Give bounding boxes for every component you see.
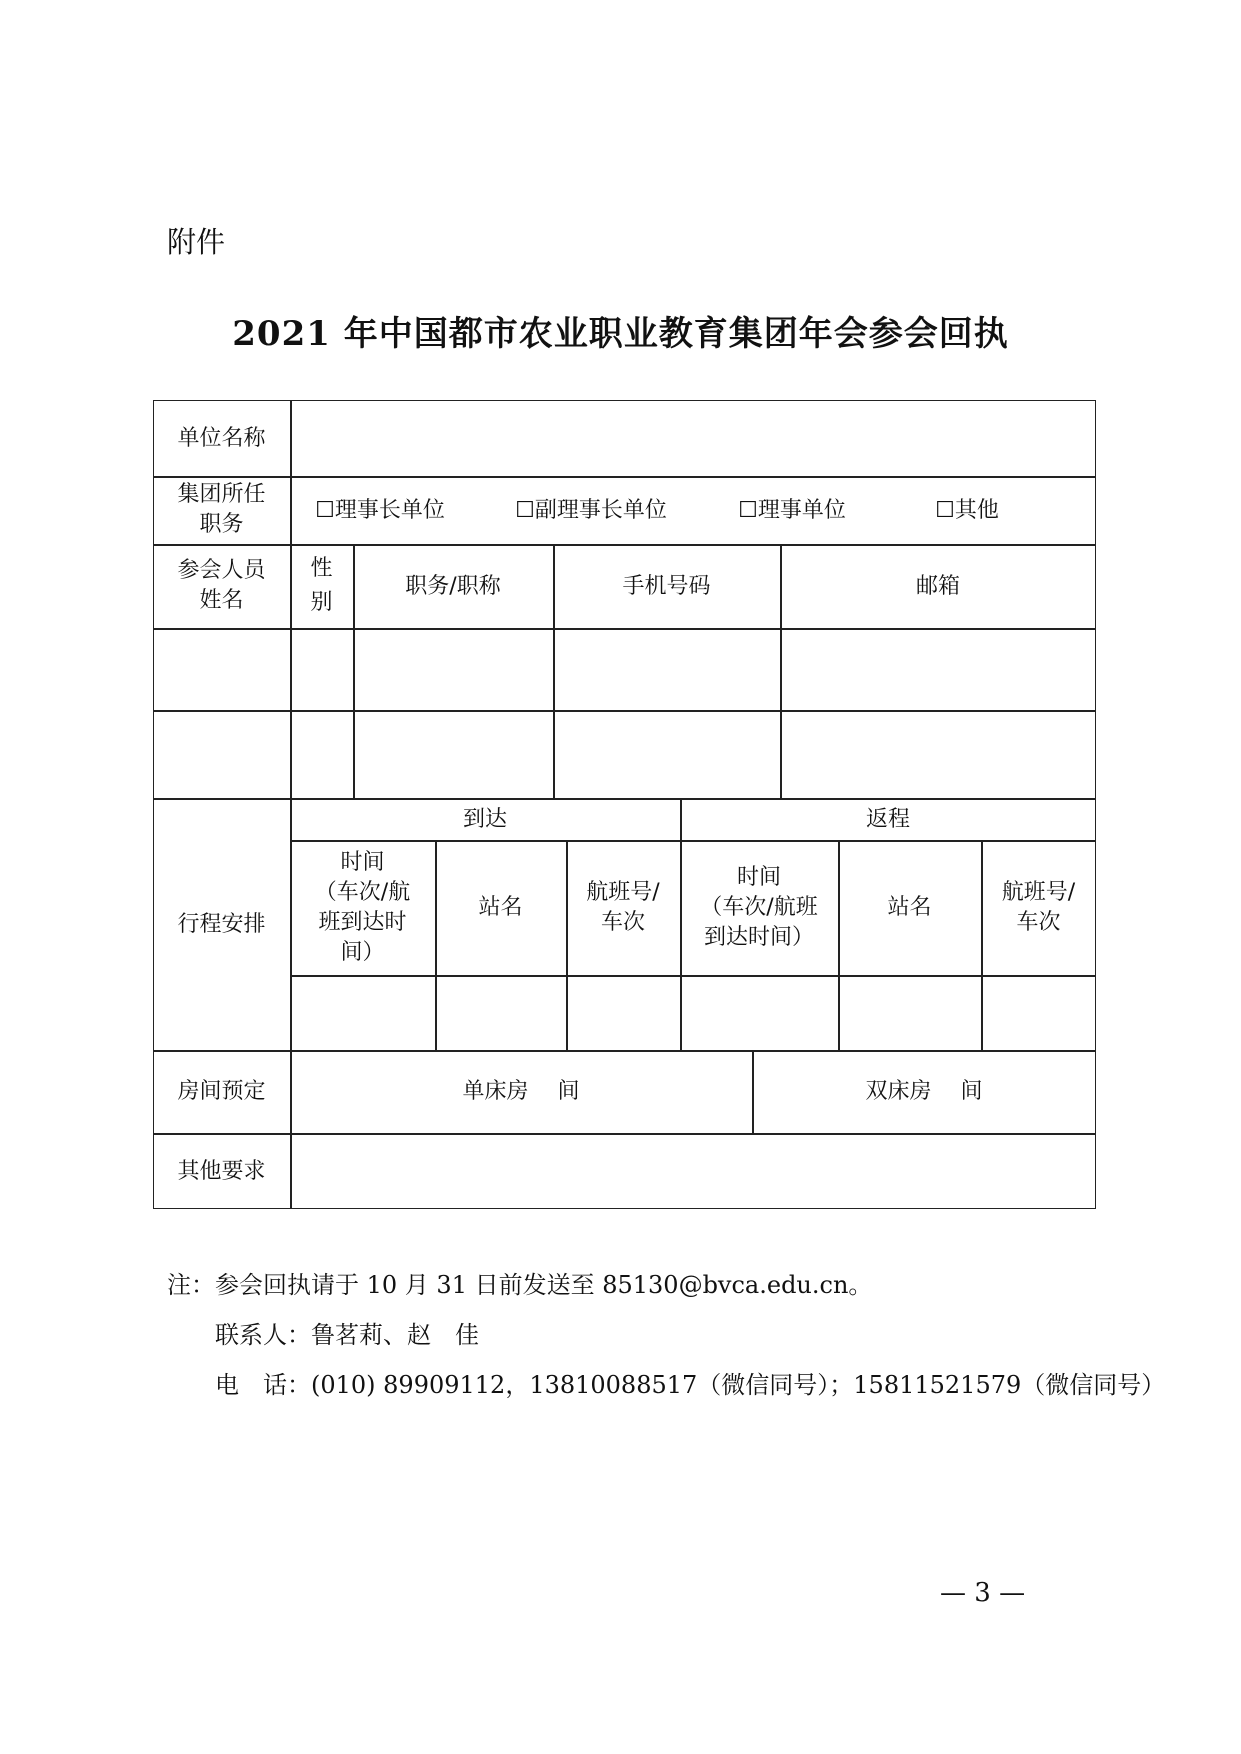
attendee-row-1[interactable] [155, 630, 289, 709]
other-requirements-input[interactable] [292, 1135, 1094, 1207]
attendee-row-2[interactable] [155, 712, 289, 797]
page-title: 2021 年中国都市农业职业教育集团年会参会回执 [232, 314, 1009, 354]
note-deadline: 注：参会回执请于 10 月 31 日前发送至 85130@bvca.edu.cn。 [167, 1271, 873, 1299]
itinerary-label: 行程安排 [177, 911, 266, 937]
gender-header: 性 别 [310, 556, 333, 615]
option-chairman[interactable]: ☐理事长单位 [315, 497, 445, 523]
return-time-header: 时间 （车次/航班 到达时间） [700, 864, 818, 950]
option-director[interactable]: ☐理事单位 [738, 497, 846, 523]
unit-name-label: 单位名称 [177, 425, 266, 451]
single-room-field[interactable]: 单床房 间 [462, 1079, 580, 1104]
double-room-field[interactable]: 双床房 间 [865, 1079, 983, 1104]
attendee-name-label: 参会人员 姓名 [177, 558, 266, 613]
arrival-time-header: 时间 （车次/航 班到达时 间） [314, 849, 411, 965]
return-header: 返程 [865, 806, 910, 832]
page-number: — 3 — [940, 1578, 1026, 1608]
position-label: 集团所任 职务 [177, 482, 266, 537]
phone-header: 手机号码 [622, 573, 711, 599]
arrival-header: 到达 [462, 806, 507, 832]
option-other[interactable]: ☐其他 [935, 497, 999, 523]
room-label: 房间预定 [177, 1079, 266, 1104]
other-requirements-label: 其他要求 [177, 1158, 266, 1184]
email-header: 邮箱 [915, 573, 960, 599]
notes [167, 1260, 1165, 1410]
unit-name-input[interactable] [292, 402, 1094, 475]
attachment-label: 附件 [167, 225, 226, 259]
note-contacts: 联系人：鲁茗莉、赵 佳 [167, 1321, 479, 1349]
return-flight-header: 航班号/ 车次 [1001, 879, 1076, 935]
arrival-station-header: 站名 [478, 895, 523, 920]
option-vice-chairman[interactable]: ☐副理事长单位 [515, 497, 667, 523]
return-station-header: 站名 [887, 895, 932, 920]
arrival-flight-header: 航班号/ 车次 [586, 879, 660, 935]
title-header: 职务/职称 [405, 573, 501, 599]
note-phones: 电 话：(010) 89909112，13810088517（微信同号）；15811521579（微信同号） [167, 1371, 1166, 1399]
